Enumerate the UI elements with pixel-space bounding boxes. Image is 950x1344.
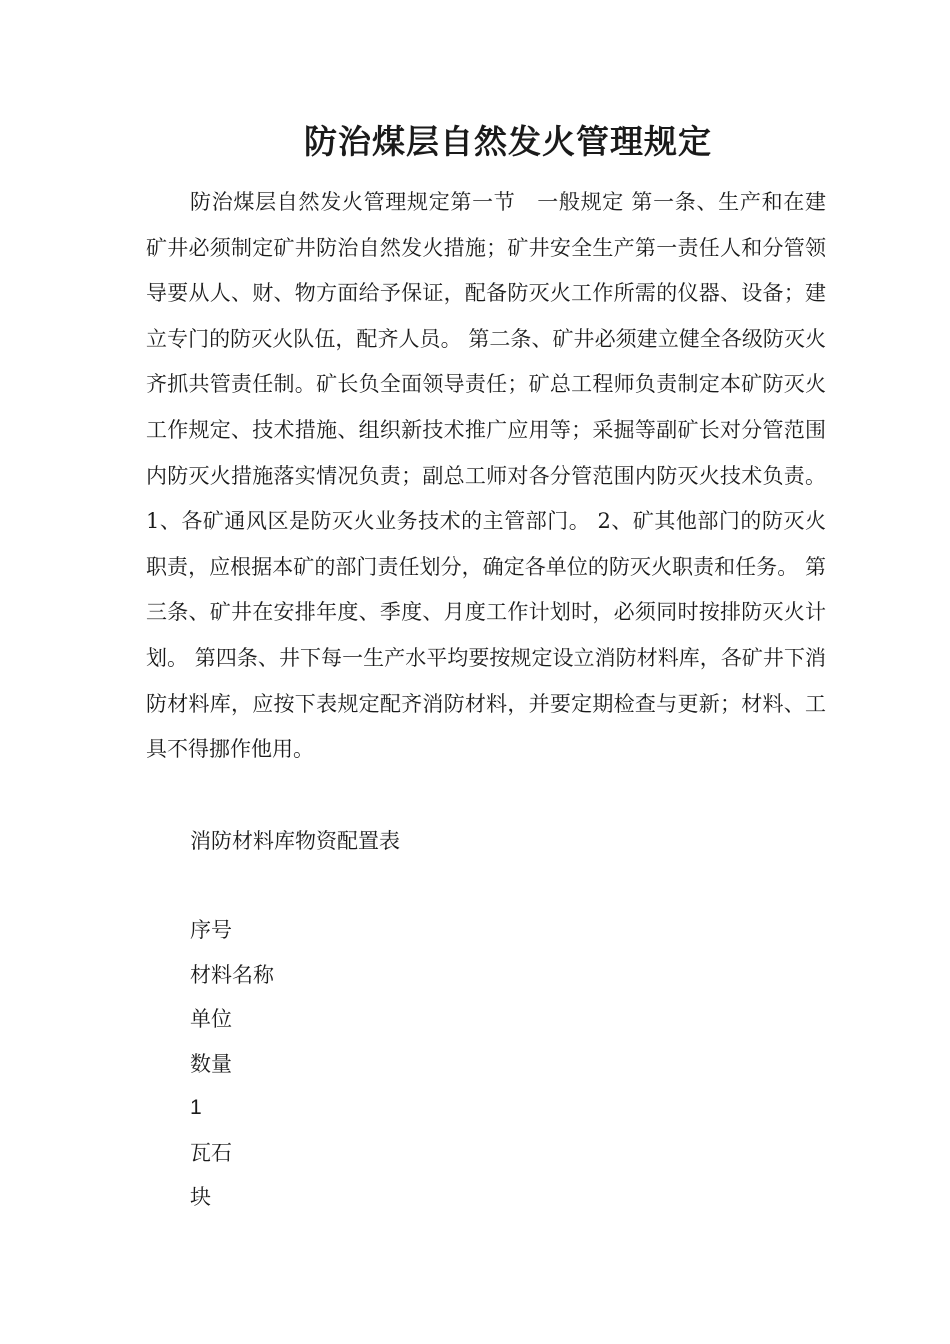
table-header-index: 序号: [190, 918, 232, 942]
table-header-unit: 单位: [190, 1007, 232, 1031]
table-header-quantity: 数量: [190, 1052, 232, 1076]
table-cell-material-name: 瓦石: [190, 1141, 232, 1165]
document-title: 防治煤层自然发火管理规定: [304, 122, 712, 161]
table-caption: 消防材料库物资配置表: [190, 829, 400, 853]
table-cell-index: 1: [190, 1096, 202, 1119]
body-paragraph: 防治煤层自然发火管理规定第一节 一般规定 第一条、生产和在建矿井必须制定矿井防治自然发火措施；矿井安全生产第一责任人和分管领导要从人、财、物方面给予保证，配备防灭火工作所需的仪器、设备；建立专门的防灭火队伍，配齐人员。 第二条、矿井必须建立健全各级防灭火齐抓共管责任制。矿长负全面领导责任；矿总工程师负责制定本矿防灭火工作规定、技术措施、组织新技术推广应用等；采掘等副矿长对分管范围内防灭火措施落实情况负责；副总工师对各分管范围内防灭火技术负责。 1、各矿通风区是防灭火业务技术的主管部门。 2、矿其他部门的防灭火职责，应根据本矿的部门责任划分，确定各单位的防灭火职责和任务。 第三条、矿井在安排年度、季度、月度工作计划时，必须同时按排防灭火计划。 第四条、井下每一生产水平均要按规定设立消防材料库，各矿井下消防材料库，应按下表规定配齐消防材料，并要定期检查与更新；材料、工具不得挪作他用。: [146, 190, 826, 762]
table-header-material-name: 材料名称: [190, 963, 274, 987]
table-cell-unit: 块: [190, 1185, 211, 1209]
